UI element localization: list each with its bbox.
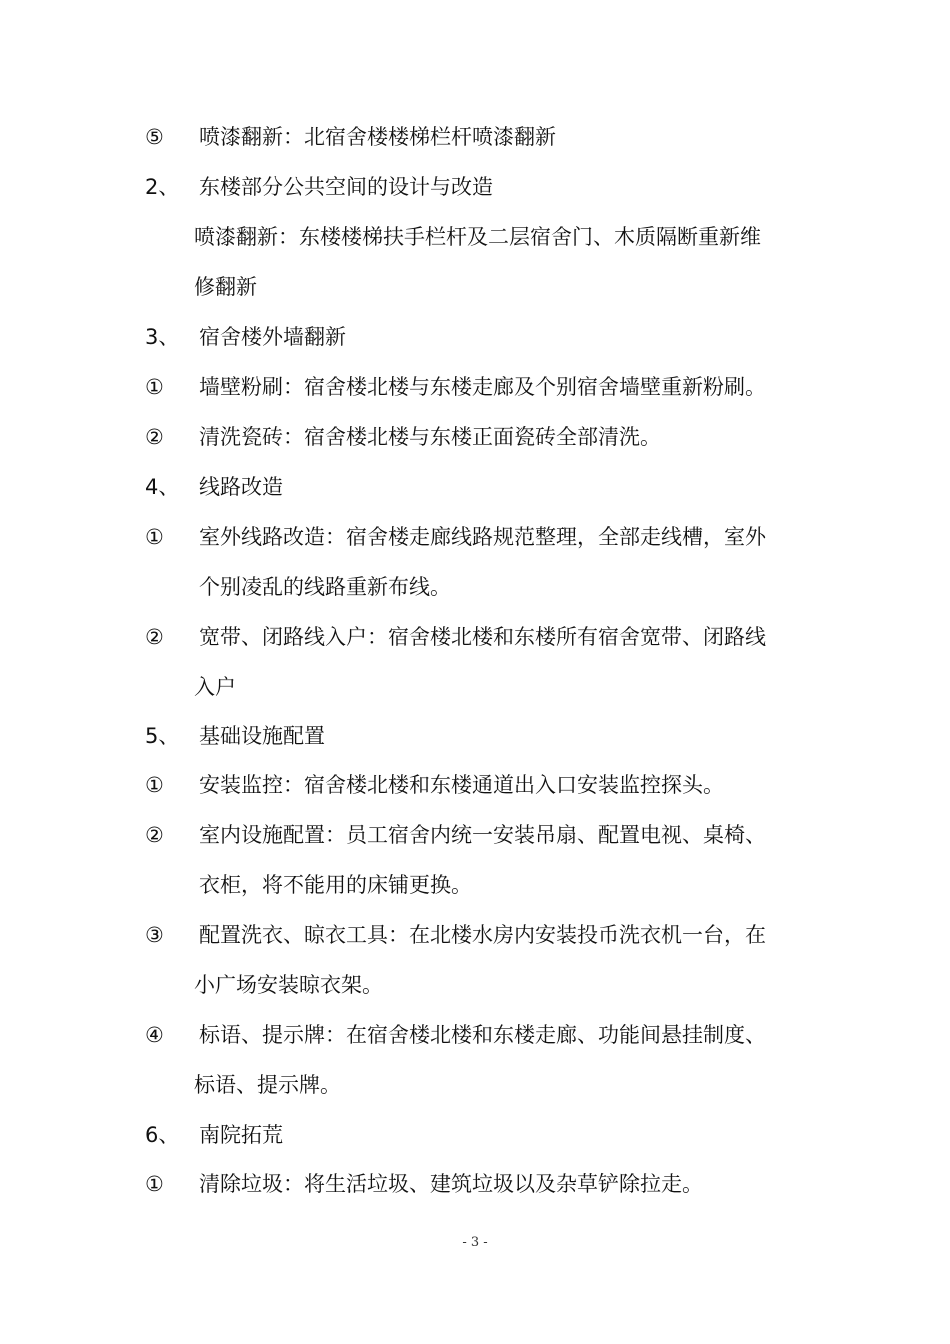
item-text: 宽带、闭路线入户：宿舍楼北楼和东楼所有宿舍宽带、闭路线 <box>199 625 766 649</box>
item-text: 室内设施配置：员工宿舍内统一安装吊扇、配置电视、桌椅、 <box>199 823 766 847</box>
item-text: 喷漆翻新：北宿舍楼楼梯栏杆喷漆翻新 <box>199 125 556 149</box>
section-title: 线路改造 <box>199 475 283 499</box>
section-number: 2、 <box>145 175 180 199</box>
section-title: 基础设施配置 <box>199 724 325 748</box>
item-text: 清洗瓷砖：宿舍楼北楼与东楼正面瓷砖全部清洗。 <box>199 425 661 449</box>
section-number: 5、 <box>145 724 180 748</box>
item-marker: ② <box>145 823 164 847</box>
item-text: 清除垃圾：将生活垃圾、建筑垃圾以及杂草铲除拉走。 <box>199 1172 703 1196</box>
section-title: 南院拓荒 <box>199 1123 283 1147</box>
item-text: 小广场安装晾衣架。 <box>194 973 383 997</box>
item-text: 个别凌乱的线路重新布线。 <box>199 575 451 599</box>
section-number: 3、 <box>145 325 180 349</box>
item-text: 衣柜，将不能用的床铺更换。 <box>199 873 472 897</box>
section-number: 6、 <box>145 1123 180 1147</box>
item-marker: ② <box>145 625 164 649</box>
item-marker: ⑤ <box>145 125 164 149</box>
section-title: 东楼部分公共空间的设计与改造 <box>199 175 493 199</box>
item-marker: ① <box>145 1172 164 1196</box>
item-marker: ① <box>145 375 164 399</box>
section-title: 宿舍楼外墙翻新 <box>199 325 346 349</box>
paragraph-text: 修翻新 <box>194 275 257 299</box>
item-text: 标语、提示牌：在宿舍楼北楼和东楼走廊、功能间悬挂制度、 <box>199 1023 766 1047</box>
item-text: 墙壁粉刷：宿舍楼北楼与东楼走廊及个别宿舍墙壁重新粉刷。 <box>199 375 766 399</box>
item-marker: ② <box>145 425 164 449</box>
item-marker: ① <box>145 525 164 549</box>
item-marker: ① <box>145 773 164 797</box>
item-marker: ④ <box>145 1023 164 1047</box>
item-marker: ③ <box>145 923 164 947</box>
item-text: 安装监控：宿舍楼北楼和东楼通道出入口安装监控探头。 <box>199 773 724 797</box>
item-text: 入户 <box>194 675 236 699</box>
page-number: - 3 - <box>462 1235 488 1250</box>
paragraph-text: 喷漆翻新：东楼楼梯扶手栏杆及二层宿舍门、木质隔断重新维 <box>194 225 761 249</box>
item-text: 室外线路改造：宿舍楼走廊线路规范整理，全部走线槽，室外 <box>199 525 766 549</box>
item-text: 标语、提示牌。 <box>194 1073 341 1097</box>
item-text: 配置洗衣、晾衣工具：在北楼水房内安装投币洗衣机一台，在 <box>199 923 766 947</box>
section-number: 4、 <box>145 475 180 499</box>
